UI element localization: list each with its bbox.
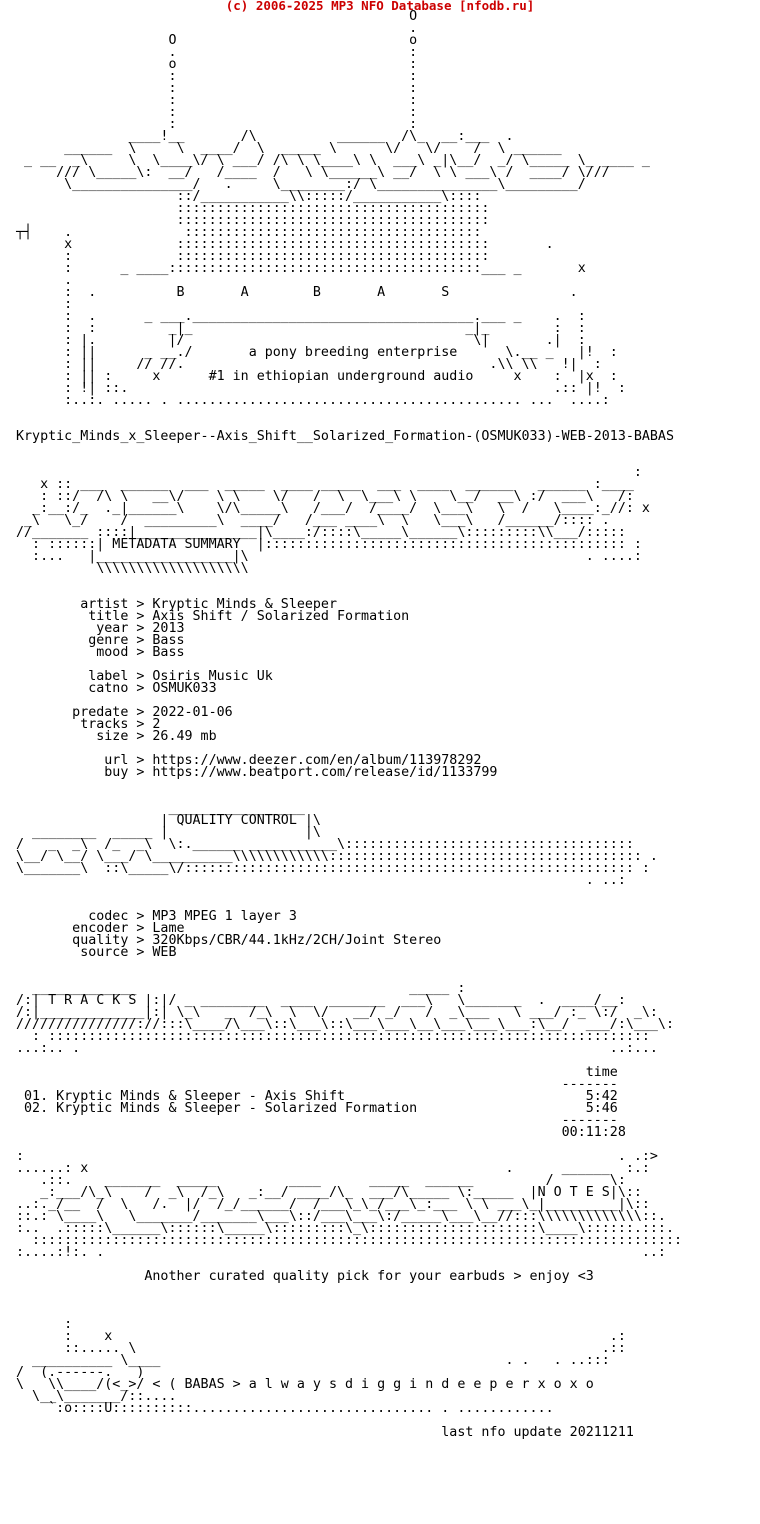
nfo-line: ::::::::::::::::::::::::::::::::::::::: [16, 213, 490, 228]
nfo-line: ------- [16, 1077, 618, 1092]
nfo-line: : || _ __./ a pony breeding enterprise \.__ _ |! : [16, 345, 618, 360]
nfo-line: __________ \____ . . . ..::: [16, 1353, 610, 1368]
nfo-line: Kryptic_Minds_x_Sleeper--Axis_Shift__Solarized_Formation-(OSMUK033)-WEB-2013-BABAS [16, 429, 674, 444]
nfo-line: / (.------. ) [16, 1365, 145, 1380]
nfo-line: : x .: [16, 1329, 626, 1344]
nfo-line: size > 26.49 mb [16, 729, 217, 744]
nfo-line: / _ _\ /_ _\ \:.______ ___________\:::::::::::::::::::::::::::::::::::: [16, 837, 634, 852]
nfo-line: : ::::::::::::::::::::::::::::::::::::::::::::::::::::::::::::::::::::::::::: [16, 1029, 650, 1044]
nfo-line: ::/___________\\:::::/___________\:::: [16, 189, 482, 204]
nfo-line: artist > Kryptic Minds & Sleeper [16, 597, 337, 612]
nfo-line: :..:. ..... . ........................................... ... ....: [16, 393, 610, 408]
nfo-ascii-text [16, 11, 682, 1439]
nfo-line: 00:11:28 [16, 1125, 626, 1140]
nfo-line: : : [16, 81, 418, 96]
nfo-line: ________ _____ | |\ [16, 825, 321, 840]
nfo-line: \ \\____/(<_>/ < ( BABAS > a l w a y s d i g g i n d e e p e r x o x o [16, 1377, 594, 1392]
nfo-line: mood > Bass [16, 645, 185, 660]
nfo-line: : . .:> [16, 1149, 658, 1164]
nfo-line: predate > 2022-01-06 [16, 705, 233, 720]
nfo-line: ┬┤ . ::::::::::::::::::::::::::::::::::::: [16, 225, 482, 240]
nfo-line: catno > OSMUK033 [16, 681, 217, 696]
nfo-line: _ __ _\ \ \____\/ \ ___/ /\ \ \____\ \ ___\ _|\__/ _/ \_____ \_ ____ _ [16, 153, 650, 168]
nfo-line: \__\_______/::.... [16, 1389, 177, 1404]
nfo-line: ::..... \ .:: [16, 1341, 626, 1356]
nfo-line: ::.: \____\ \_______/_______\___\::/___\___\:/_____\___\__//:::\\\\\\\\\\\\\::. [16, 1209, 666, 1224]
nfo-line: ------- [16, 1113, 618, 1128]
nfo-line: time [16, 1065, 618, 1080]
nfo-line: 01. Kryptic Minds & Sleeper - Axis Shift 5:42 [16, 1089, 618, 1104]
nfo-line: /// \_____\: __/ /____ / \ \______\ __/ \ \ ___\ / ____/ \/// [16, 165, 610, 180]
nfo-line: \_______________/ . \________:/ \_______________\_________/ [16, 177, 586, 192]
nfo-line: : [16, 297, 73, 312]
nfo-line: .::. _______ _____ ____ _____ ______ / \: [16, 1173, 626, 1188]
nfo-line: _________________ [16, 801, 305, 816]
nfo-line: _____________ _____ : [16, 981, 466, 996]
nfo-line: : [16, 1317, 73, 1332]
nfo-line: : ::::::::::::::::::::::::::::::::::::::: [16, 249, 490, 264]
nfo-line: _\ \_/ / _________\ ____/ /___ ____\ \ \___\ /______/:::: . [16, 513, 610, 528]
nfo-line: :... |_________________|\ . ....: [16, 549, 642, 564]
nfo-line: /:|_____________|:| \_\ _ /_\ \ \/ __/ _/ / _\___ \ ___/ :_ \:/ _\: [16, 1005, 658, 1020]
nfo-line: : ::/ /\ \ __\/ \ \ \/ / \ \___\ \ \__/ __\ :/ ___\ /: [16, 489, 634, 504]
nfo-line: last nfo update 20211211 [16, 1425, 634, 1440]
nfo-line: tracks > 2 [16, 717, 161, 732]
nfo-line: title > Axis Shift / Solarized Formation [16, 609, 410, 624]
nfo-line: \\\\\\\\\\\\\\\\\\\ [16, 561, 249, 576]
nfo-line: . : [16, 45, 418, 60]
nfo-line: genre > Bass [16, 633, 185, 648]
nfo-line: . [16, 21, 418, 36]
nfo-line: _:___/\_\ / _\ /_\ _:__/ ____/\_ ___/\_____ \:_____ |N O T E S|\:: [16, 1185, 642, 1200]
nfo-line: ____!__ /\ ______ /\_ __:___ . [16, 129, 514, 144]
nfo-line: 02. Kryptic Minds & Sleeper - Solarized Formation 5:46 [16, 1101, 618, 1116]
nfo-line: O o [16, 33, 418, 48]
nfo-line: : || // //. .\\ \\ !| : [16, 357, 602, 372]
nfo-line: : . _ ___.___________________________________.___ _ . : [16, 309, 586, 324]
nfo-line: x ::::::::::::::::::::::::::::::::::::::: . [16, 237, 554, 252]
nfo-line: O [16, 9, 418, 24]
nfo-line: ::::::::::::::::::::::::::::::::::::::::::::::::::::::::::::::::::::::::::::::::: [16, 1233, 683, 1248]
nfo-line: : : [16, 117, 418, 132]
nfo-line: ______ \ \ ____/ \ _____ \ \/ \/ / \ ______ [16, 141, 562, 156]
nfo-line: //_______ ::::|_______________|\____:/::::\_____\______\:::::::::\\___/::::: [16, 525, 626, 540]
nfo-line: ......: x . ______ :.: [16, 1161, 650, 1176]
nfo-line: : : [16, 105, 418, 120]
nfo-line: : [16, 465, 642, 480]
nfo-line: : _ ____:::::::::::::::::::::::::::::::::::::::___ _ x [16, 261, 586, 276]
nfo-line: : : [16, 93, 418, 108]
copyright-header: (c) 2006-2025 MP3 NFO Database [nfodb.ru] [225, 0, 535, 13]
nfo-line: ..:._/__ / \ /. |/ /_/______/ /___\_\_/___\_:___ \ \ ___\_|_________|\:: [16, 1197, 650, 1212]
nfo-line: label > Osiris Music Uk [16, 669, 273, 684]
nfo-line: . [16, 273, 73, 288]
nfo-line: Another curated quality pick for your earbuds > enjoy <3 [16, 1269, 594, 1284]
nfo-line: quality > 320Kbps/CBR/44.1kHz/2CH/Joint Stereo [16, 933, 442, 948]
nfo-line: /:| T R A C K S |:|/ _ ________ ____ _______ ___\ \_______ . ____/__: [16, 993, 626, 1008]
nfo-line: : : _|_ _|_ : : [16, 321, 586, 336]
nfo-line: codec > MP3 MPEG 1 layer 3 [16, 909, 297, 924]
nfo-line: o : [16, 57, 418, 72]
nfo-line: : || : x #1 in ethiopian underground audio x : |x : [16, 369, 618, 384]
nfo-line: : ::::::| METADATA SUMMARY |::::::::::::::::::::::::::::::::::::::::::::: : [16, 537, 642, 552]
nfo-line: encoder > Lame [16, 921, 185, 936]
nfo-line: x :: ___ ______ ___ _____ ____ _____ ___ ____ ______ ______ :____ [16, 477, 634, 492]
nfo-line: | QUALITY CONTROL |\ [16, 813, 321, 828]
nfo-line: ...:.. . ..:... [16, 1041, 658, 1056]
nfo-line: url > https://www.deezer.com/en/album/113978292 [16, 753, 482, 768]
nfo-line: ///////////////://:::\____/\___\::\___\::\___\___\__\___\___\___:\__/ ___/:\___\: [16, 1017, 674, 1032]
nfo-line: :....:!:. . ..: [16, 1245, 666, 1260]
nfo-line: year > 2013 [16, 621, 185, 636]
nfo-line: : !| ::. .:: |! : [16, 381, 626, 396]
nfo-line: source > WEB [16, 945, 177, 960]
nfo-line: ::::::::::::::::::::::::::::::::::::::: [16, 201, 490, 216]
nfo-line: : : [16, 69, 418, 84]
nfo-line: : . B A B A S . [16, 285, 578, 300]
nfo-line: _:__:/_ ._|______\ \/\_____\ /___/ /____/ \___\ \ / \____:_//: x [16, 501, 650, 516]
nfo-line: . ..: [16, 873, 626, 888]
nfo-line: \__/ \__/ \___/ \__________\\\\\\\\\\\\::::::::::::::::::::::::::::::::::::::: . [16, 849, 658, 864]
nfo-line: : |. |/ \| .| : [16, 333, 586, 348]
nfo-line: :.. .:::::\______\::::::\_____\:::::::::\_\:::::::::::::::::::::\____\::::::.:::. [16, 1221, 674, 1236]
nfo-line: buy > https://www.beatport.com/release/id/1133799 [16, 765, 498, 780]
nfo-line: `:o::::U::::::::::.............................. . ............ [16, 1401, 554, 1416]
nfo-line: \_______\ ::\_____\/:::::::::::::::::::::::::::::::::::::::::::::::::::::::: : [16, 861, 650, 876]
